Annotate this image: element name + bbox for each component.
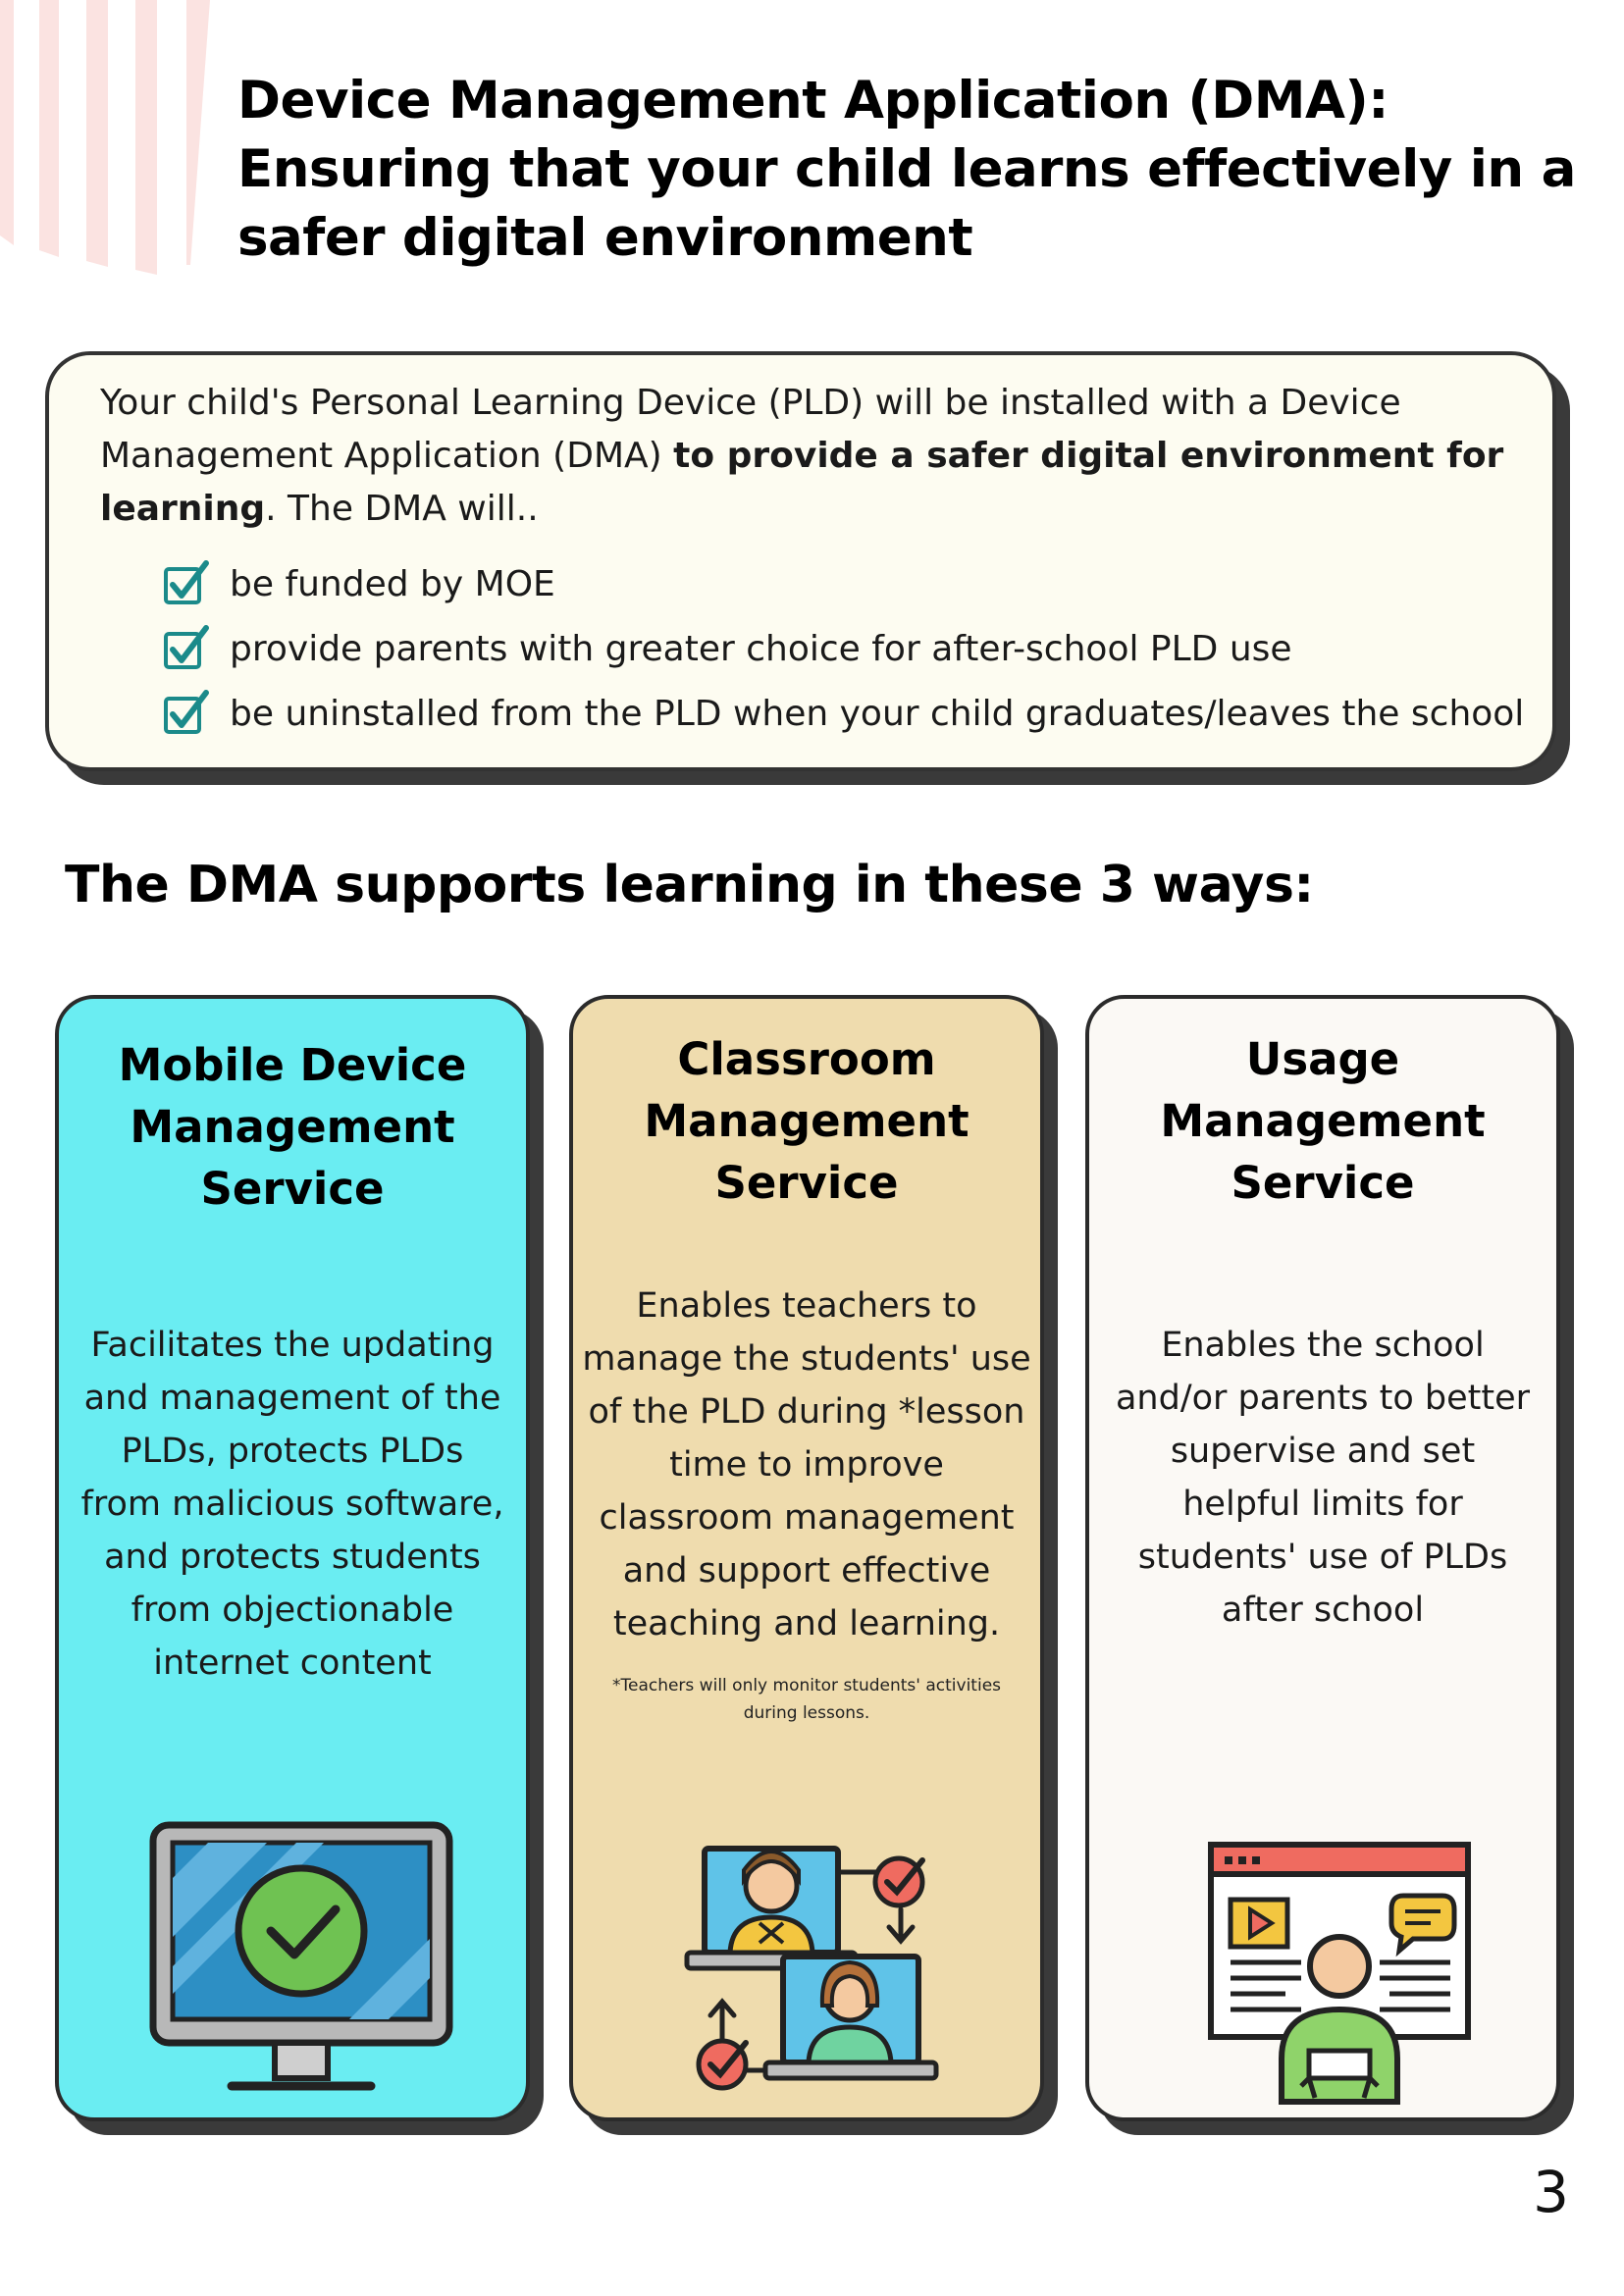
- page-number: 3: [1533, 2159, 1569, 2225]
- user-browser-window-icon: [1207, 1841, 1472, 2106]
- card-title-line: Management: [1160, 1095, 1486, 1147]
- monitor-check-icon: [149, 1821, 453, 2106]
- card-title: [1089, 1028, 1556, 1214]
- card-description: [573, 1279, 1040, 1650]
- card-title-line: Service: [714, 1157, 899, 1209]
- card-usage-management: [1085, 995, 1560, 2121]
- card-desc-line: supervise and set: [1170, 1432, 1476, 1471]
- intro-line: [100, 430, 1513, 483]
- checkbox-check-icon: [163, 624, 212, 673]
- card-title-line: Usage: [1245, 1033, 1400, 1085]
- intro-emphasis: learning: [100, 489, 266, 529]
- card-title: [573, 1028, 1040, 1214]
- intro-line: Your child's Personal Learning Device (PLD) will be installed with a Device: [100, 383, 1401, 423]
- card-desc-line: and protects students: [104, 1538, 481, 1577]
- card-desc-line: students' use of PLDs: [1137, 1538, 1508, 1577]
- card-mobile-device-management: [55, 995, 530, 2121]
- decorative-stripes: [0, 0, 216, 275]
- card-desc-line: PLDs, protects PLDs: [121, 1432, 464, 1471]
- checklist-text: provide parents with greater choice for after-school PLD use: [230, 628, 1292, 669]
- card-desc-line: manage the students' use: [582, 1339, 1031, 1379]
- card-desc-line: from malicious software,: [80, 1485, 504, 1524]
- card-title-line: Management: [130, 1101, 455, 1153]
- intro-line: [100, 483, 1513, 536]
- card-footnote: [573, 1672, 1040, 1727]
- card-description: [59, 1319, 526, 1690]
- checklist-text: be uninstalled from the PLD when your child graduates/leaves the school: [230, 693, 1525, 734]
- card-desc-line: teaching and learning.: [612, 1604, 1001, 1644]
- title-line: safer digital environment: [237, 208, 973, 268]
- card-desc-line: and support effective: [622, 1551, 991, 1591]
- checklist-item: [163, 551, 1524, 616]
- card-title: [59, 1034, 526, 1220]
- checklist-item: [163, 616, 1524, 681]
- dma-info-box: [45, 351, 1556, 771]
- intro-paragraph: [100, 377, 1513, 536]
- checklist-text: be funded by MOE: [230, 563, 555, 604]
- card-note-line: *Teachers will only monitor students' activities: [611, 1676, 1002, 1696]
- card-desc-line: helpful limits for: [1182, 1485, 1463, 1524]
- card-desc-line: of the PLD during *lesson: [588, 1392, 1025, 1432]
- dma-checklist: [163, 551, 1524, 746]
- card-desc-line: classroom management: [599, 1498, 1015, 1538]
- card-title-line: Service: [200, 1163, 385, 1215]
- teacher-student-devices-icon: [683, 1833, 944, 2098]
- card-desc-line: after school: [1221, 1591, 1425, 1630]
- card-description: [1089, 1319, 1556, 1637]
- card-desc-line: from objectionable: [131, 1591, 454, 1630]
- intro-text: Management Application (DMA): [100, 436, 674, 476]
- card-title-line: Management: [644, 1095, 969, 1147]
- checklist-item: [163, 681, 1524, 746]
- title-line: Device Management Application (DMA):: [237, 71, 1388, 130]
- card-classroom-management: [569, 995, 1044, 2121]
- intro-emphasis: to provide a safer digital environment for: [673, 436, 1504, 476]
- card-desc-line: Enables teachers to: [636, 1286, 977, 1326]
- card-desc-line: time to improve: [669, 1445, 944, 1485]
- page-title: [237, 67, 1576, 273]
- checkbox-check-icon: [163, 689, 212, 738]
- card-title-line: Mobile Device: [118, 1039, 467, 1091]
- checkbox-check-icon: [163, 559, 212, 608]
- card-desc-line: Facilitates the updating: [90, 1326, 495, 1365]
- intro-text: . The DMA will..: [265, 489, 539, 529]
- section-heading: The DMA supports learning in these 3 ways:: [65, 856, 1314, 914]
- card-desc-line: internet content: [153, 1644, 432, 1683]
- card-title-line: Service: [1231, 1157, 1415, 1209]
- card-desc-line: and/or parents to better: [1115, 1379, 1531, 1418]
- title-line: Ensuring that your child learns effectively in a: [237, 139, 1576, 199]
- card-desc-line: and management of the: [83, 1379, 501, 1418]
- card-note-line: during lessons.: [743, 1703, 870, 1723]
- card-desc-line: Enables the school: [1161, 1326, 1485, 1365]
- card-title-line: Classroom: [677, 1033, 936, 1085]
